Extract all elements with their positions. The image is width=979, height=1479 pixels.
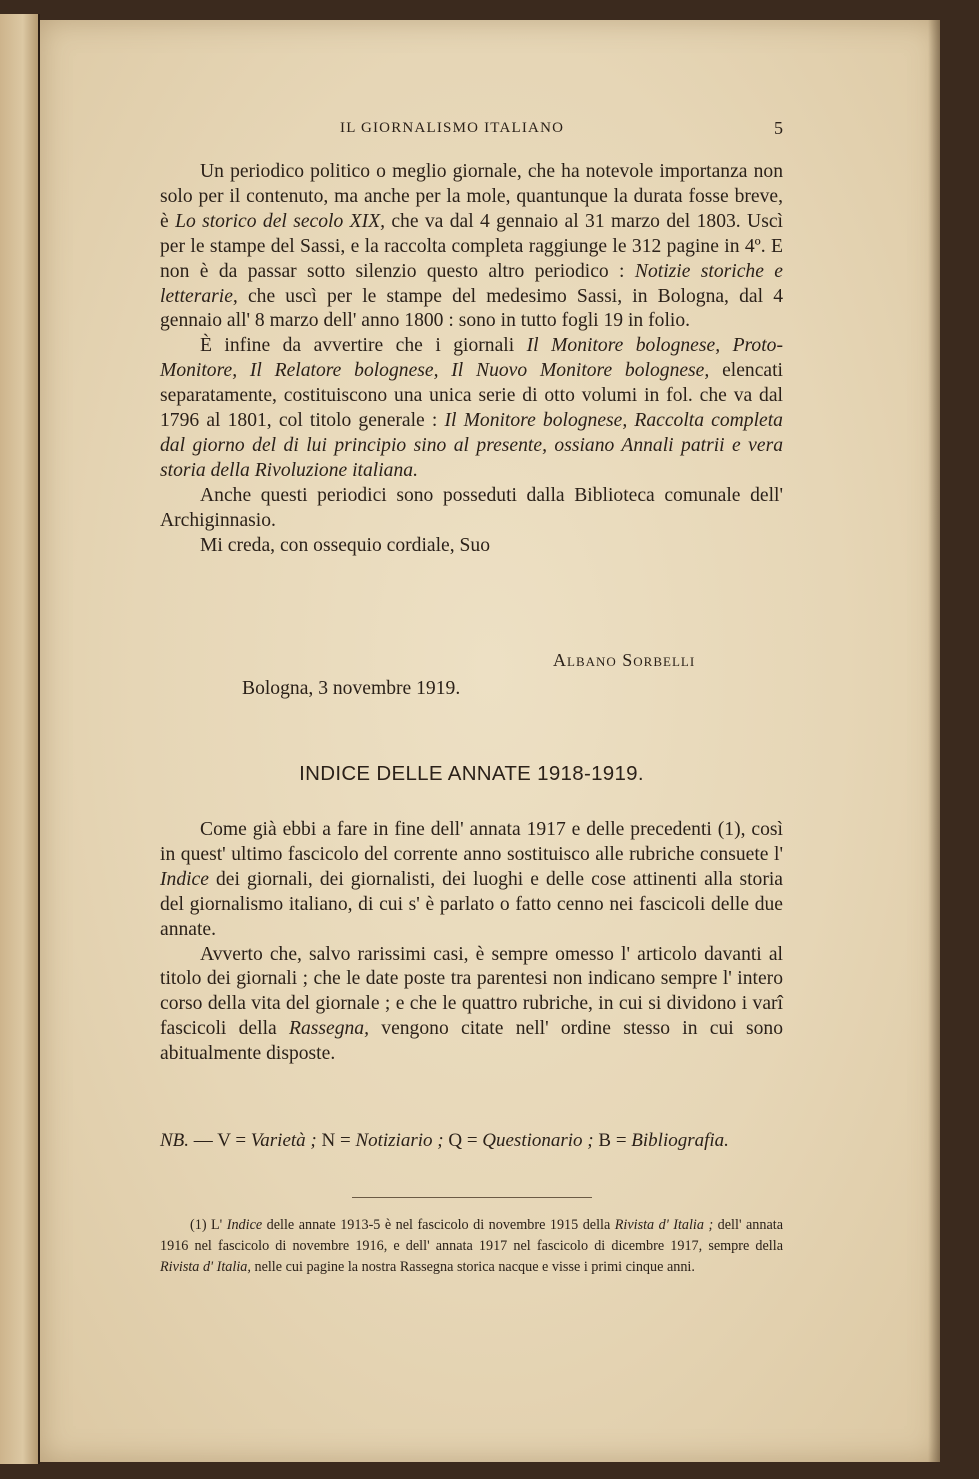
italic-text: Notizie storiche e letterarie, — [160, 260, 783, 307]
text-run: Anche questi periodici sono posseduti dalla Biblioteca comunale dell' Archiginnasio. — [160, 484, 783, 531]
text-run: Come già ebbi a fare in fine dell' annata 1917 e delle precedenti (1), così in quest' ultimo fascicolo del corrente anno sostituisco alle rubriche consuete l' — [160, 819, 783, 865]
signature: Albano Sorbelli — [553, 650, 696, 670]
text-run: vengono citate nell' ordine stesso in cui sono abitualmente disposte. — [160, 1018, 783, 1065]
text-run: delle annate 1913-5 è nel fascicolo di novembre 1915 della — [262, 1217, 615, 1233]
italic-text: Indice — [160, 868, 209, 890]
italic-text: Bibliografia. — [631, 1130, 729, 1151]
italic-text: Rassegna, — [288, 1018, 369, 1040]
text-run: (1) L' — [190, 1217, 227, 1233]
text-run: elencati separatamente, costituiscono una unica serie di otto volumi in fol. che va dal 1796 al 1801, col titolo generale : — [160, 360, 783, 432]
section-title: INDICE DELLE ANNATE 1918-1919. — [299, 762, 644, 785]
running-title: IL GIORNALISMO ITALIANO — [340, 120, 565, 136]
text-run: dei giornali, dei giornalisti, dei luoghi e delle cose attinenti alla storia del giornalismo italiano, di cui s' è parlato o fatto cenno nei fascicoli delle due annate. — [160, 868, 783, 940]
page-edge-shadow — [928, 20, 940, 1462]
place-date: Bologna, 3 novembre 1919. — [242, 678, 461, 699]
footnote — [160, 1215, 783, 1278]
text-run: Un periodico politico o meglio giornale, che ha notevole importanza non solo per il contenuto, ma anche per la mole, quantunque la durata fosse breve, è — [160, 161, 783, 232]
text-run: Q = — [443, 1130, 483, 1151]
text-run: Avverto che, salvo rarissimi casi, è sempre omesso l' articolo davanti al titolo dei giornali ; che le date poste tra parentesi non indicano sempre l' intero corso della vita del giornale ; e che le quattro rubriche, in cui si dividono i varî fascicoli della — [160, 943, 783, 1040]
italic-text: Rivista d' Italia ; — [614, 1217, 714, 1233]
paragraph — [160, 534, 783, 559]
italic-text: Indice — [226, 1217, 263, 1233]
paragraph — [160, 484, 783, 534]
text-run: — V = — [189, 1130, 251, 1151]
paragraph — [160, 334, 783, 483]
letter-body — [160, 160, 783, 559]
italic-text: Varietà ; — [250, 1130, 317, 1151]
italic-text: Questionario ; — [482, 1130, 594, 1151]
italic-text: Lo storico del secolo XIX, — [175, 210, 385, 232]
text-run: che uscì per le stampe del medesimo Sassi, in Bologna, dal 4 gennaio all' 8 marzo dell' anno 1800 : sono in tutto fogli 19 in folio. — [160, 285, 783, 332]
text-run: B = — [593, 1130, 632, 1151]
paragraph — [160, 818, 783, 943]
text-run: È infine da avvertire che i giornali — [200, 335, 527, 357]
italic-text: Il Monitore bolognese, Raccolta completa dal giorno del di lui principio sino al presente, ossiano Annali patrii e vera storia della Rivoluzione italiana. — [160, 410, 783, 481]
italic-text: Il Monitore bolognese, Proto-Monitore, Il Relatore bolognese, Il Nuovo Monitore bolognese, — [160, 335, 783, 382]
paragraph — [160, 943, 783, 1068]
footnote-rule — [352, 1197, 592, 1198]
abbreviations-note — [160, 1130, 783, 1152]
italic-text: Notiziario ; — [355, 1130, 444, 1151]
text-run: N = — [316, 1130, 356, 1151]
text-run: Mi creda, con ossequio cordiale, Suo — [200, 534, 491, 556]
italic-text: NB. — [160, 1130, 190, 1151]
text-run: dell' annata 1916 nel fascicolo di novembre 1916, e dell' annata 1917 nel fascicolo di dicembre 1917, sempre della — [160, 1217, 783, 1254]
page-number: 5 — [774, 118, 783, 138]
text-run: nelle cui pagine la nostra Rassegna storica nacque e visse i primi cinque anni. — [250, 1259, 695, 1275]
facing-page-edge — [0, 14, 40, 1464]
book-page — [40, 20, 940, 1462]
text-run: che va dal 4 gennaio al 31 marzo del 1803. Uscì per le stampe del Sassi, e la raccolta completa raggiunge le 312 pagine in 4º. E non è da passar sotto silenzio questo altro periodico : — [160, 210, 783, 282]
italic-text: Rivista d' Italia, — [160, 1259, 251, 1275]
paragraph — [160, 160, 783, 334]
page-header — [160, 118, 783, 142]
index-intro — [160, 818, 783, 1067]
